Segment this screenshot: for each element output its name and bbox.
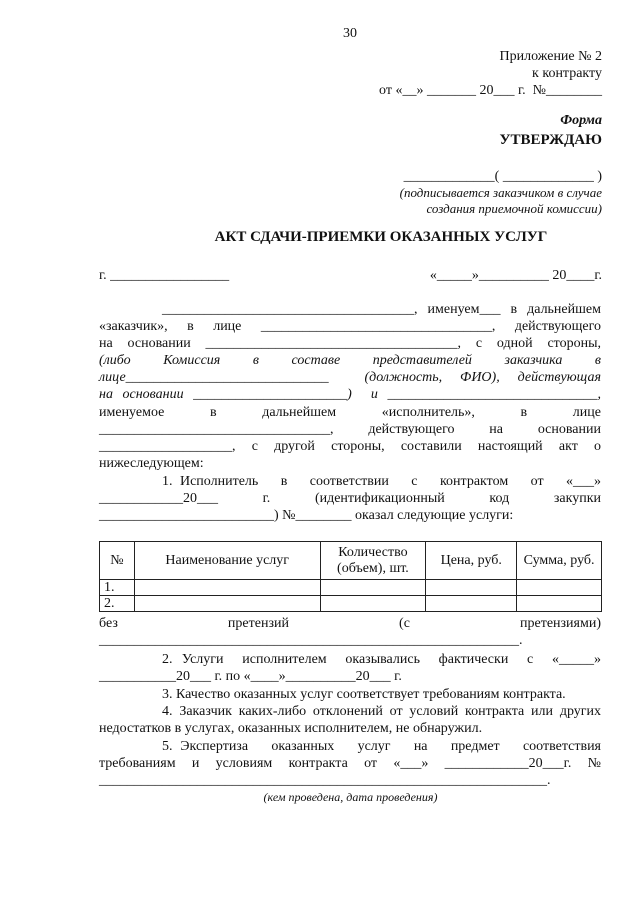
row-number: 2. [100,596,135,612]
commission-line-2: лице_____________________________ (должность, ФИО), действующая [99,370,601,385]
row-number: 1. [100,580,135,596]
document-title: АКТ СДАЧИ-ПРИЕМКИ ОКАЗАННЫХ УСЛУГ [214,229,548,245]
item1-line-3: _________________________) №________ оказал следующие услуги: [99,508,514,523]
page-number: 30 [343,26,357,41]
executor-line-4: нижеследующем: [99,456,204,471]
executor-line-2: _________________________________, действующего на основании [99,422,601,437]
city-line: г. _________________ [99,268,230,283]
col-quantity-header: Количество (объем), шт. [320,542,426,580]
contract-date-line: от «__» _______ 20___ г. №________ [379,83,602,98]
executor-line-1: именуемое в дальнейшем «исполнитель», в лице [99,405,601,420]
claims-fill-line: ____________________________________________________________. [99,633,523,648]
act-date-line: «_____»__________ 20____г. [429,268,602,283]
body-line-1: ____________________________________, именуем___ в дальнейшем [162,302,601,317]
item1-line-2: ____________20___ г. (идентификационный код закупки [99,491,601,506]
signature-note-2: создания приемочной комиссии) [426,201,602,216]
col-price-header: Цена, руб. [426,542,517,580]
services-table [99,541,602,612]
item2-line-1: 2. Услуги исполнителем оказывались фактически с «_____» [162,652,601,667]
to-contract-label: к контракту [532,66,602,81]
item1-line-1: 1. Исполнитель в соответствии с контрактом от «___» [162,474,601,489]
body-line-3: на основании ____________________________________, с одной стороны, [99,336,601,351]
item5-line-2: требованиям и условиям контракта от «___» ____________20___г. № [99,756,601,771]
claims-line: без претензий (с претензиями) [99,616,601,631]
item5-line-3: ________________________________________________________________. [99,773,551,788]
table-header-row [100,542,602,580]
approve-heading: УТВЕРЖДАЮ [499,132,602,148]
signature-line: _____________( _____________ ) [403,169,602,184]
item4-line-2: недостатков в услугах, оказанных исполнителем, не обнаружил. [99,721,483,736]
item2-line-2: ___________20___ г. по «____»__________20___ г. [99,669,402,684]
body-line-2: «заказчик», в лице _________________________________, действующего [99,319,601,334]
item5-line-1: 5. Экспертиза оказанных услуг на предмет соответствия [162,739,601,754]
col-sum-header: Сумма, руб. [517,542,602,580]
expertise-note: (кем проведена, дата проведения) [263,790,438,804]
table-row [100,596,602,612]
appendix-label: Приложение № 2 [499,49,602,64]
table-row [100,580,602,596]
commission-line-3: на основании ______________________) и ______________________________, [99,387,601,402]
col-number-header: № [100,542,135,580]
commission-line-1: (либо Комиссия в составе представителей заказчика в [99,353,601,368]
col-service-name-header: Наименование услуг [134,542,320,580]
item3-line: 3. Качество оказанных услуг соответствует требованиям контракта. [162,687,566,702]
form-label: Форма [560,113,602,128]
signature-note-1: (подписывается заказчиком в случае [399,185,602,200]
executor-line-3: ___________________, с другой стороны, составили настоящий акт о [99,439,601,454]
item4-line-1: 4. Заказчик каких-либо отклонений от условий контракта или других [162,704,601,719]
